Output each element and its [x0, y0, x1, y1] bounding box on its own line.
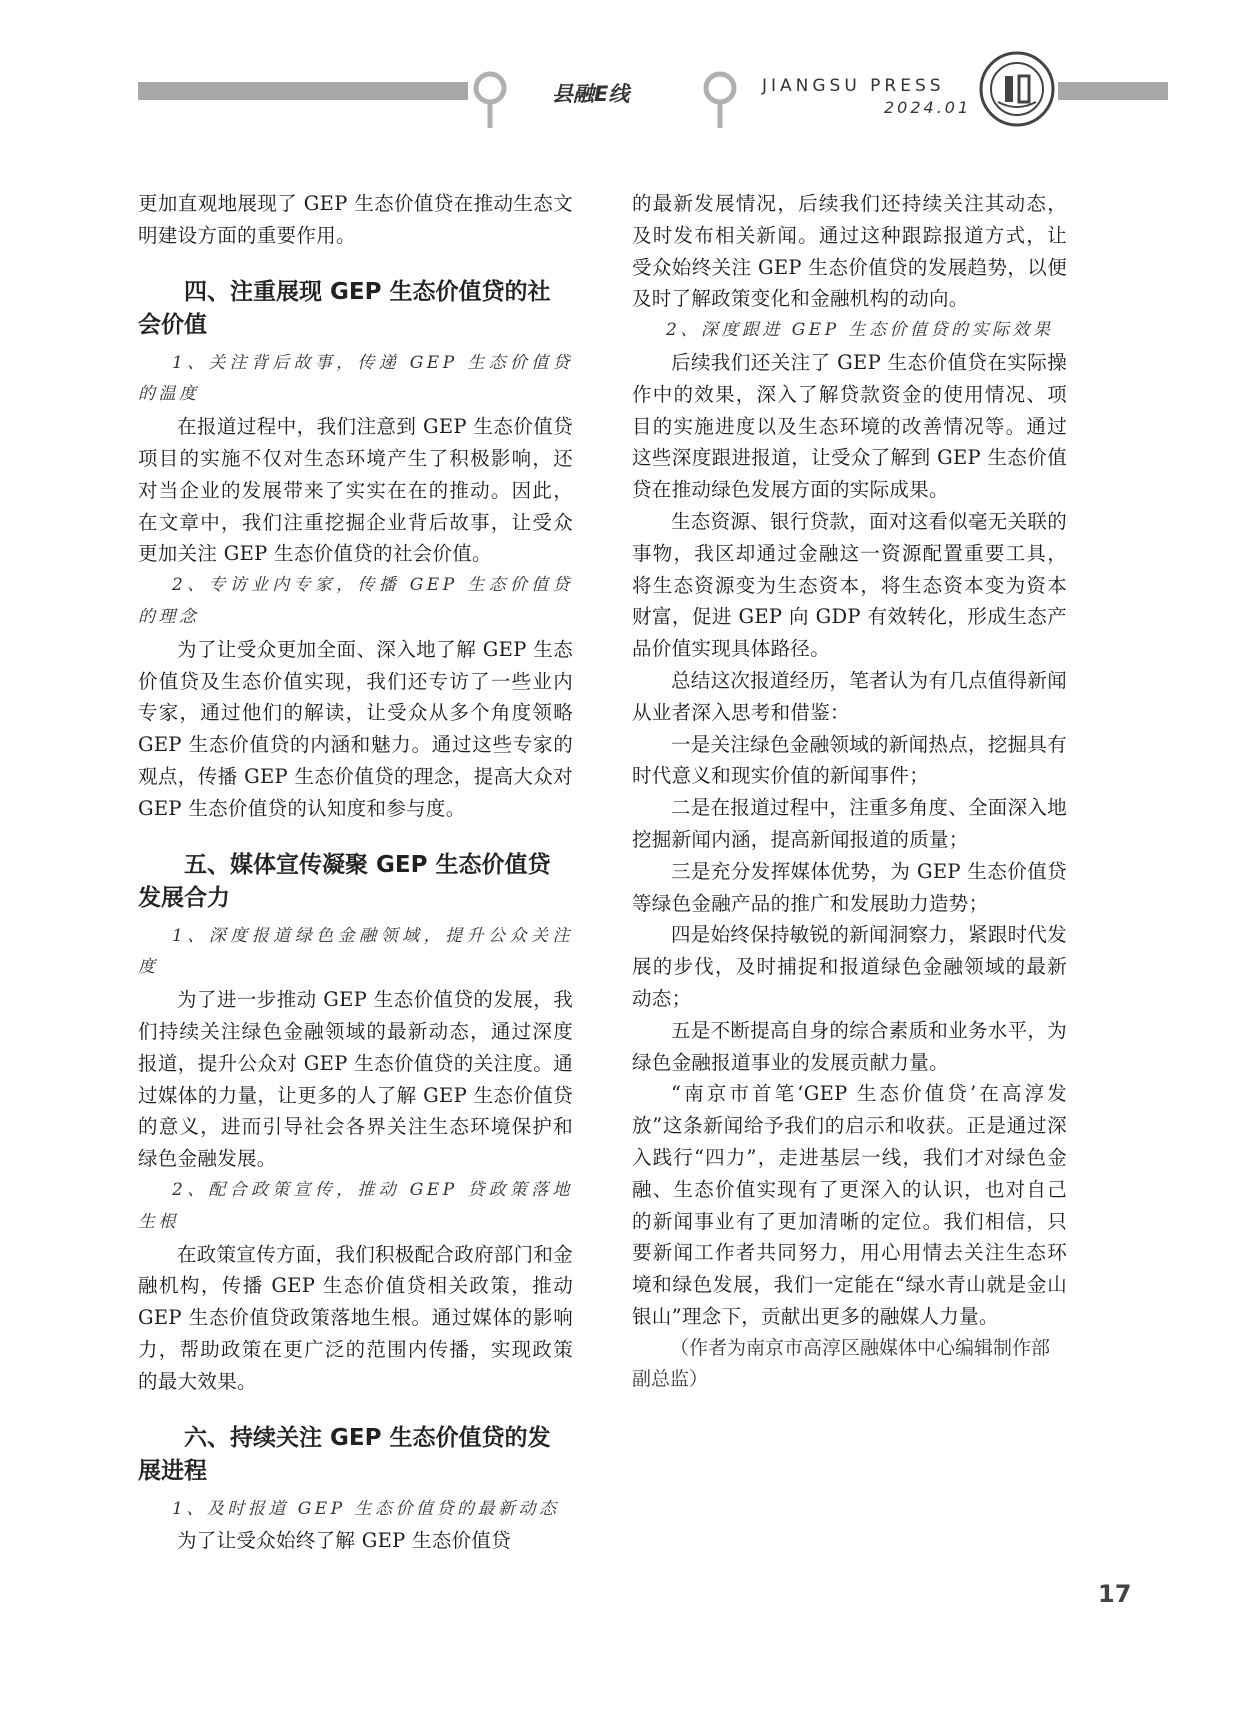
sub-heading: 2、深度跟进 GEP 生态价值贷的实际效果: [666, 320, 1054, 341]
body-paragraph: 在报道过程中，我们注意到 GEP 生态价值贷项目的实施不仅对生态环境产生了积极影响，还对当企业的发展带来了实实在在的推动。因此，在文章中，我们注重挖掘企业背后故事，让受众更加关注 GEP 生态价值贷的社会价值。: [138, 415, 573, 566]
header-bar-right: [1058, 82, 1168, 100]
author-note: （作者为南京市高淳区融媒体中心编辑制作部副总监）: [632, 1336, 1051, 1391]
sub-heading: 2、配合政策宣传，推动 GEP 贷政策落地生根: [138, 1179, 573, 1232]
press-name: JIANGSU PRESS: [762, 76, 945, 96]
issue-date: 2024.01: [884, 98, 972, 117]
jiangsu-press-logo-icon: [978, 50, 1056, 128]
sub-heading: 2、专访业内专家，传播 GEP 生态价值贷的理念: [138, 575, 573, 627]
body-paragraph: “南京市首笔‘GEP 生态价值贷’在高淳发放”这条新闻给予我们的启示和收获。正是通过深入践行“四力”，走进基层一线，我们才对绿色金融、生态价值实现有了更深入的认识，也对自己的新闻事业有了更加清晰的定位。我们相信，只要新闻工作者共同努力，用心用情去关注生态环境和绿色发展，我们一定能在“绿水青山就是金山银山”理念下，贡献出更多的融媒人力量。: [632, 1082, 1067, 1328]
body-paragraph: 为了让受众更加全面、深入地了解 GEP 生态价值贷及生态价值实现，我们还专访了一些业内专家，通过他们的解读，让受众从多个角度领略 GEP 生态价值贷的内涵和魅力。通过这些专家的观点，传播 GEP 生态价值贷的理念，提高大众对 GEP 生态价值贷的认知度和参与度。: [138, 637, 573, 820]
body-paragraph: 一是关注绿色金融领域的新闻热点，挖掘具有时代意义和现实价值的新闻事件；: [632, 732, 1068, 788]
body-paragraph: 五是不断提高自身的综合素质和业务水平，为绿色金融报道事业的发展贡献力量。: [632, 1018, 1068, 1074]
body-paragraph: 生态资源、银行贷款，面对这看似毫无关联的事物，我区却通过金融这一资源配置重要工具，将生态资源变为生态资本，将生态资本变为资本财富，促进 GEP 向 GDP 有效转化，形成生态产品价值实现具体路径。: [632, 509, 1068, 661]
section-heading: 四、注重展现 GEP 生态价值贷的社会价值: [138, 278, 551, 338]
body-paragraph: 二是在报道过程中，注重多角度、全面深入地挖掘新闻内涵，提高新闻报道的质量；: [632, 796, 1068, 851]
sub-heading: 1、关注背后故事，传递 GEP 生态价值贷的温度: [138, 352, 573, 405]
section-heading: 五、媒体宣传凝聚 GEP 生态价值贷发展合力: [138, 851, 551, 911]
body-paragraph: 总结这次报道经历，笔者认为有几点值得新闻从业者深入思考和借鉴：: [632, 668, 1068, 724]
right-column: [632, 188, 1067, 1396]
page-number: 17: [1098, 1580, 1132, 1608]
pin-icon: [470, 70, 510, 130]
body-paragraph: 三是充分发挥媒体优势，为 GEP 生态价值贷等绿色金融产品的推广和发展助力造势；: [632, 859, 1067, 915]
body-paragraph: 在政策宣传方面，我们积极配合政府部门和金融机构，传播 GEP 生态价值贷相关政策，推动 GEP 生态价值贷政策落地生根。通过媒体的影响力，帮助政策在更广泛的范围内传播，实现政策的最大效果。: [138, 1242, 574, 1393]
body-paragraph: 后续我们还关注了 GEP 生态价值贷在实际操作中的效果，深入了解贷款资金的使用情况、项目的实施进度以及生态环境的改善情况等。通过这些深度跟进报道，让受众了解到 GEP 生态价值贷在推动绿色发展方面的实际成果。: [632, 350, 1067, 502]
body-paragraph: 更加直观地展现了 GEP 生态价值贷在推动生态文明建设方面的重要作用。: [138, 192, 573, 247]
section-heading: 六、持续关注 GEP 生态价值贷的发展进程: [138, 1424, 551, 1484]
sub-heading: 1、及时报道 GEP 生态价值贷的最新动态: [172, 1498, 560, 1519]
section-title: 县融E线: [552, 82, 630, 106]
header-bar-left: [138, 82, 468, 100]
body-paragraph: 四是始终保持敏锐的新闻洞察力，紧跟时代发展的步伐，及时捕捉和报道绿色金融领域的最新动态；: [632, 923, 1068, 1010]
left-column: [138, 188, 573, 1557]
body-paragraph: 的最新发展情况，后续我们还持续关注其动态，及时发布相关新闻。通过这种跟踪报道方式，让受众始终关注 GEP 生态价值贷的发展趋势，以便及时了解政策变化和金融机构的动向。: [632, 192, 1067, 311]
body-paragraph: 为了让受众始终了解 GEP 生态价值贷: [177, 1529, 512, 1553]
body-paragraph: 为了进一步推动 GEP 生态价值贷的发展，我们持续关注绿色金融领域的最新动态，通过深度报道，提升公众对 GEP 生态价值贷的关注度。通过媒体的力量，让更多的人了解 GEP 生态价值贷的意义，进而引导社会各界关注生态环境保护和绿色金融发展。: [138, 988, 573, 1171]
sub-heading: 1、深度报道绿色金融领域，提升公众关注度: [138, 925, 573, 978]
pin-icon: [700, 70, 740, 130]
